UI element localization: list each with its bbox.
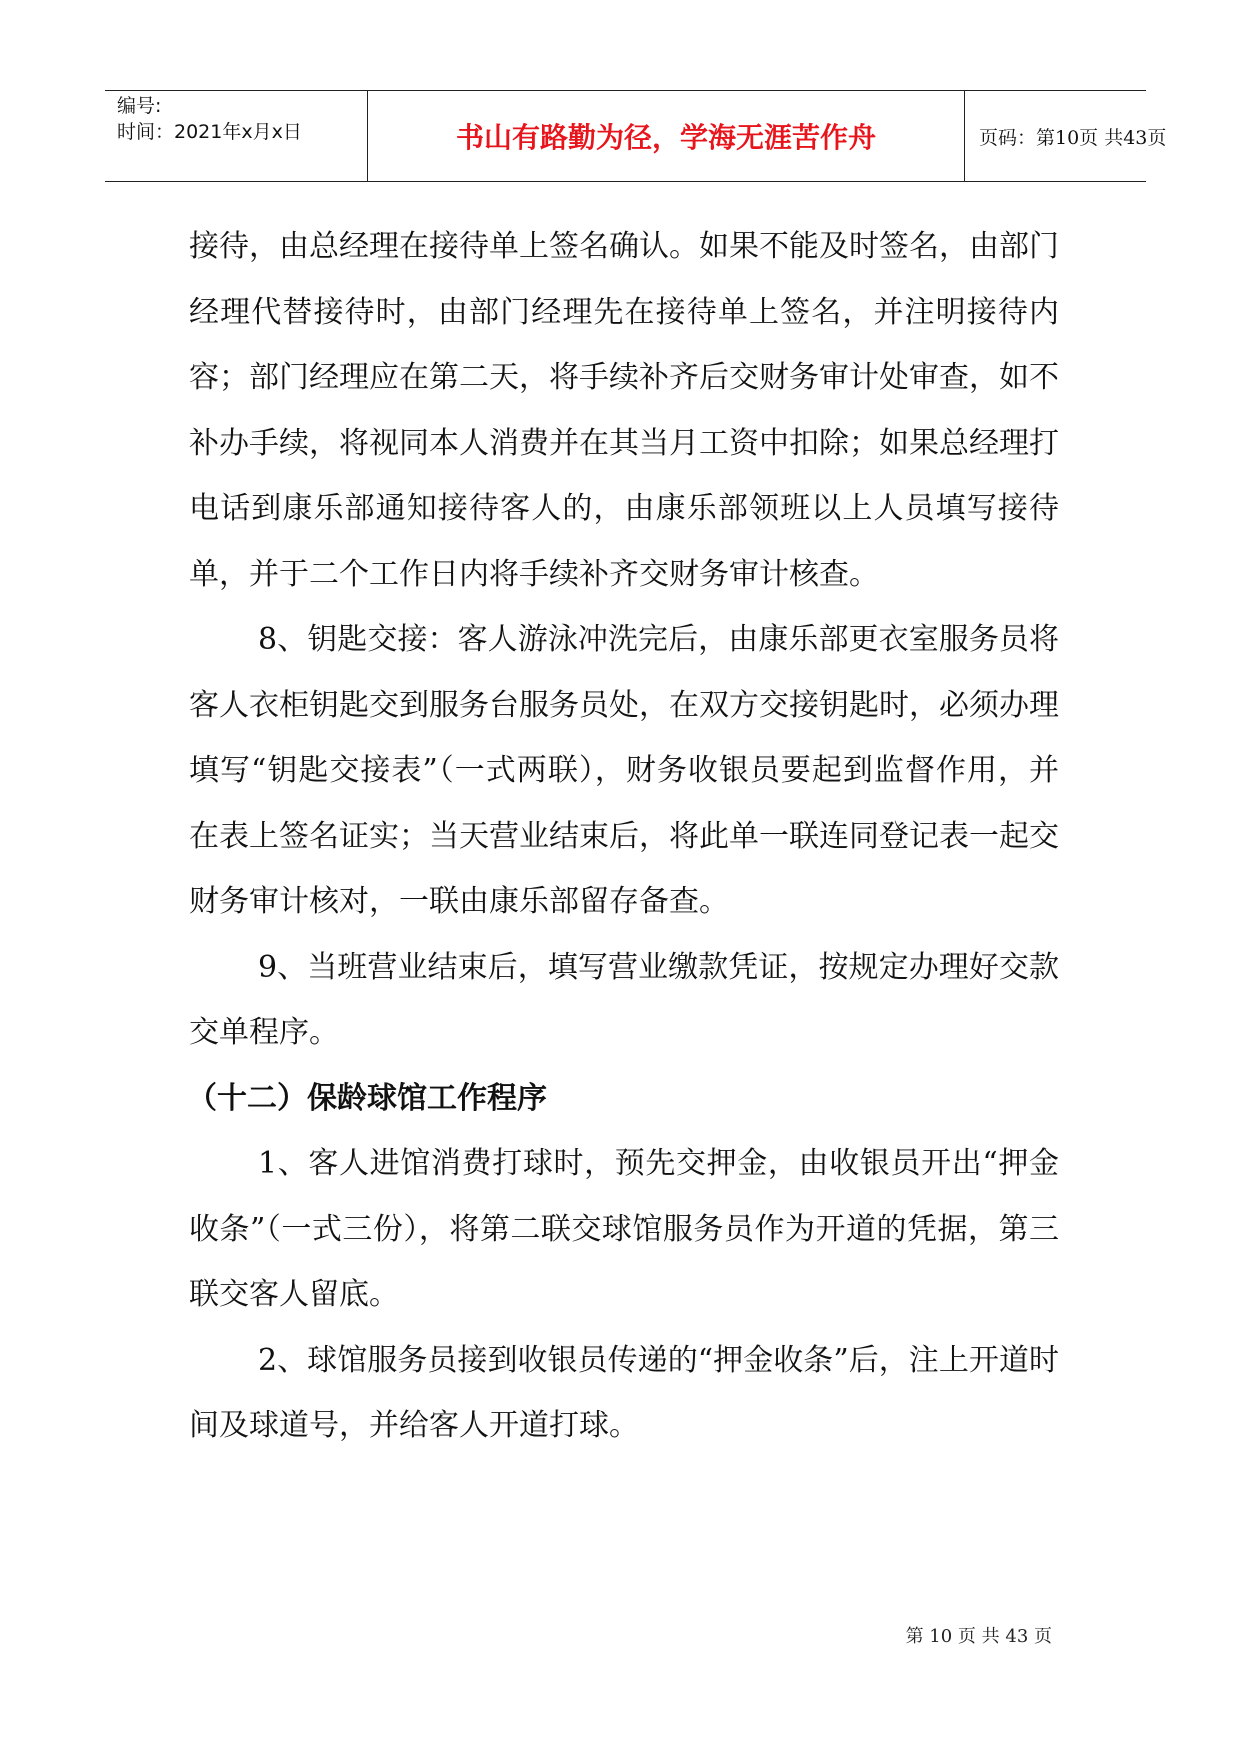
paragraph-reception: 接待，由总经理在接待单上签名确认。如果不能及时签名，由部门经理代替接待时，由部门经理先在接待单上签名，并注明接待内容；部门经理应在第二天，将手续补齐后交财务审计处审查，如不补办手续，将视同本人消费并在其当月工资中扣除；如果总经理打电话到康乐部通知接待客人的，由康乐部领班以上人员填写接待单，并于二个工作日内将手续补齐交财务审计核查。 (189, 229, 1059, 592)
paragraph-deposit: 1、客人进馆消费打球时，预先交押金，由收银员开出“押金收条”（一式三份），将第二联交球馆服务员作为开道的凭据，第三联交客人留底。 (189, 1146, 1059, 1312)
section-heading: （十二）保龄球馆工作程序 (187, 1080, 547, 1116)
page-header (105, 90, 1167, 182)
paragraph-shift-close: 9、当班营业结束后，填写营业缴款凭证，按规定办理好交款交单程序。 (189, 949, 1059, 1050)
header-meta (105, 91, 368, 181)
header-page-label: 页码：第10页 共43页 (979, 126, 1167, 149)
page-footer: 第 10 页 共 43 页 (905, 1626, 1052, 1647)
header-motto: 书山有路勤为径，学海无涯苦作舟 (368, 91, 965, 181)
document-number-label: 编号: (117, 95, 162, 117)
document-body (189, 214, 1059, 1459)
document-time-label: 时间：2021年x月x日 (117, 121, 302, 143)
paragraph-key-handover: 8、钥匙交接：客人游泳冲洗完后，由康乐部更衣室服务员将客人衣柜钥匙交到服务台服务员处，在双方交接钥匙时，必须办理填写“钥匙交接表”（一式两联），财务收银员要起到监督作用，并在表上签名证实；当天营业结束后，将此单一联连同登记表一起交财务审计核对，一联由康乐部留存备查。 (189, 622, 1059, 919)
paragraph-lane-opening: 2、球馆服务员接到收银员传递的“押金收条”后，注上开道时间及球道号，并给客人开道打球。 (189, 1342, 1059, 1443)
